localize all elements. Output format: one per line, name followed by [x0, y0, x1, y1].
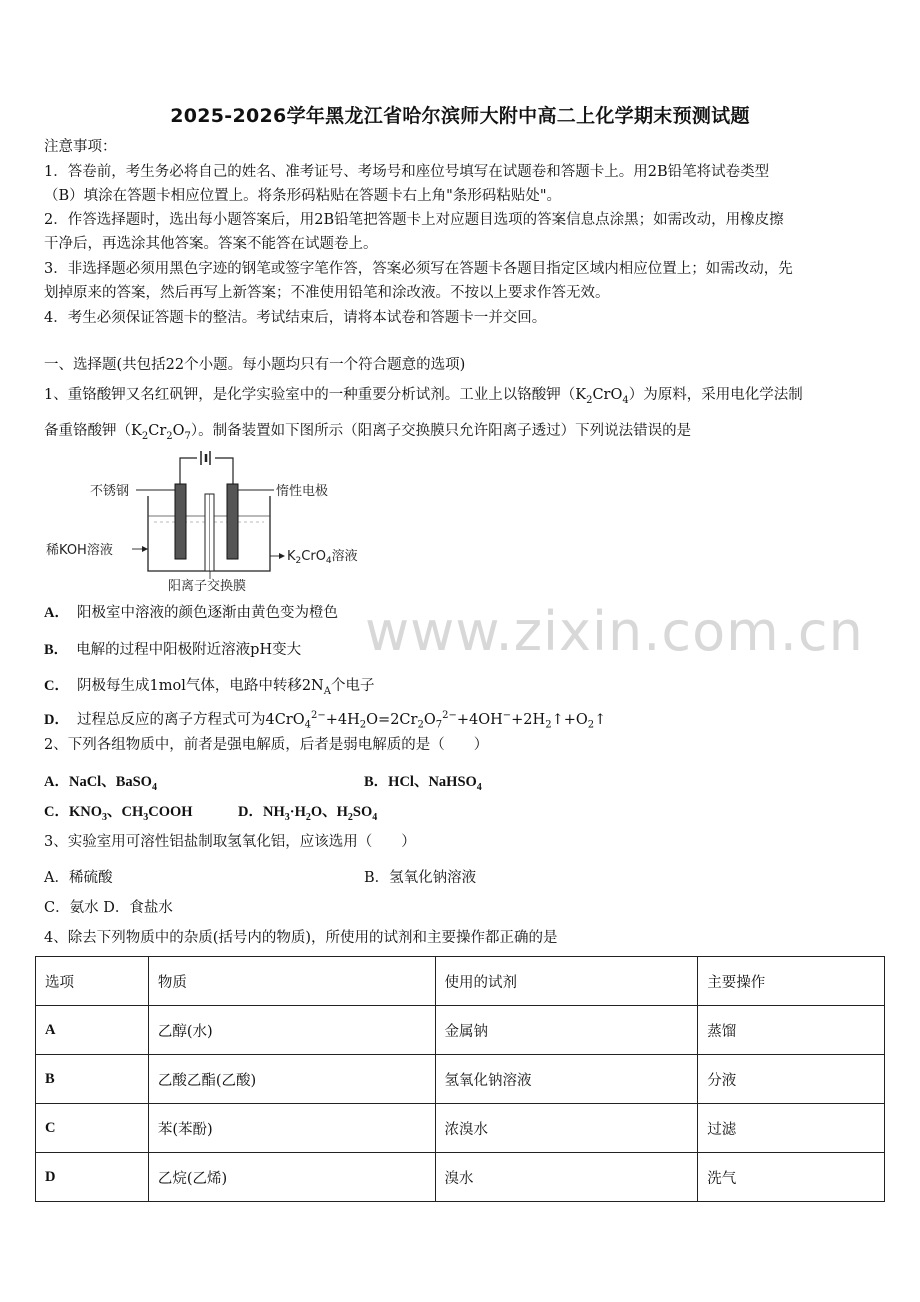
label-inert-electrode: 惰性电极: [276, 484, 329, 499]
q3-stem: 3、实验室用可溶性铝盐制取氢氧化铝，应该选用（ ）: [44, 834, 416, 850]
q1-stem-line2: 备重铬酸钾$(K_2Cr_2O_7)$。制备装置如下图所示（阳离子交换膜只允许阳离子透过）下列说法错误的是: [44, 423, 692, 442]
table-cell: 浓溴水: [435, 1104, 698, 1153]
label-k2cro4: $K_2CrO_4$溶液: [287, 549, 358, 566]
table-cell: B: [36, 1055, 149, 1104]
q2-stem: 2、下列各组物质中，前者是强电解质，后者是弱电解质的是（ ）: [44, 737, 489, 753]
notice-item-4: 4．考生必须保证答题卡的整洁。考试结束后，请将本试卷和答题卡一并交回。: [44, 310, 547, 326]
table-cell: D: [36, 1153, 149, 1202]
label-dilute-koh: 稀KOH溶液: [46, 543, 113, 558]
q1-option-c[interactable]: C． 阴极每生成1mol气体，电路中转移$2N_A$个电子: [44, 678, 375, 697]
q4-stem: 4、除去下列物质中的杂质(括号内的物质)，所使用的试剂和主要操作都正确的是: [44, 930, 558, 946]
q3-option-b[interactable]: B．氢氧化钠溶液: [364, 870, 477, 886]
q2-option-d[interactable]: D．$NH_3\cdot H_2O$、$H_2SO_4$: [238, 804, 378, 823]
table-header-row: [36, 957, 885, 1006]
notice-item-2a: 2．作答选择题时，选出每小题答案后，用2B铅笔把答题卡上对应题目选项的答案信息点涂黑；如需改动，用橡皮擦: [44, 212, 784, 228]
table-row: [36, 1153, 885, 1202]
table-cell: 溴水: [435, 1153, 698, 1202]
table-cell: 乙醇(水): [148, 1006, 435, 1055]
table-row: [36, 1055, 885, 1104]
q4-table: [35, 956, 885, 1202]
table-header-cell: 选项: [36, 957, 149, 1006]
q2-option-b[interactable]: B．HCl、NaHSO$_4$: [364, 774, 482, 793]
q3-option-a[interactable]: A．稀硫酸: [44, 870, 113, 886]
table-header-cell: 使用的试剂: [435, 957, 698, 1006]
table-cell: 乙烷(乙烯): [148, 1153, 435, 1202]
table-cell: 洗气: [698, 1153, 885, 1202]
table-cell: 蒸馏: [698, 1006, 885, 1055]
q3-option-cd[interactable]: C．氨水 D．食盐水: [44, 900, 173, 916]
table-cell: 氢氧化钠溶液: [435, 1055, 698, 1104]
table-header-cell: 主要操作: [698, 957, 885, 1006]
notice-heading: 注意事项：: [44, 139, 117, 155]
watermark: www.zixin.com.cn: [365, 600, 864, 663]
table-cell: 乙酸乙酯(乙酸): [148, 1055, 435, 1104]
table-cell: 分液: [698, 1055, 885, 1104]
table-cell: A: [36, 1006, 149, 1055]
table-row: [36, 1006, 885, 1055]
q1-option-b[interactable]: B． 电解的过程中阳极附近溶液pH变大: [44, 642, 302, 658]
label-cation-membrane: 阳离子交换膜: [168, 579, 247, 594]
page-title: 2025-2026学年黑龙江省哈尔滨师大附中高二上化学期末预测试题: [170, 105, 750, 127]
q1-option-d[interactable]: D． 过程总反应的离子方程式可为$4CrO_4^{2-}+4H_2O=2Cr_2O_7^{2-}+4OH^-+2H_2↑+O_2↑$: [44, 710, 607, 731]
notice-item-3a: 3．非选择题必须用黑色字迹的钢笔或签字笔作答，答案必须写在答题卡各题目指定区域内相应位置上；如需改动，先: [44, 261, 793, 277]
q1-stem-line1: 1、重铬酸钾又名红矾钾，是化学实验室中的一种重要分析试剂。工业上以铬酸钾$(K_2CrO_4)$为原料，采用电化学法制: [44, 387, 803, 406]
label-stainless-steel: 不锈钢: [90, 484, 130, 499]
table-cell: 苯(苯酚): [148, 1104, 435, 1153]
table-header-cell: 物质: [148, 957, 435, 1006]
q2-option-a[interactable]: A．NaCl、BaSO$_4$: [44, 774, 157, 793]
table-cell: 金属钠: [435, 1006, 698, 1055]
q2-option-c[interactable]: C．$KNO_3$、$CH_3COOH$: [44, 804, 193, 823]
table-cell: 过滤: [698, 1104, 885, 1153]
q1-option-a[interactable]: A． 阳极室中溶液的颜色逐渐由黄色变为橙色: [44, 605, 338, 621]
notice-item-3b: 划掉原来的答案，然后再写上新答案；不准使用铅笔和涂改液。不按以上要求作答无效。: [44, 285, 610, 301]
electrolysis-diagram: [44, 446, 394, 596]
notice-item-2b: 干净后，再选涂其他答案。答案不能答在试题卷上。: [44, 236, 378, 252]
notice-item-1b: （B）填涂在答题卡相应位置上。将条形码粘贴在答题卡右上角"条形码粘贴处"。: [44, 188, 561, 204]
notice-item-1a: 1．答卷前，考生务必将自己的姓名、准考证号、考场号和座位号填写在试题卷和答题卡上。用2B铅笔将试卷类型: [44, 164, 770, 180]
table-cell: C: [36, 1104, 149, 1153]
table-row: [36, 1104, 885, 1153]
section-heading: 一、选择题(共包括22个小题。每小题均只有一个符合题意的选项): [44, 357, 466, 373]
